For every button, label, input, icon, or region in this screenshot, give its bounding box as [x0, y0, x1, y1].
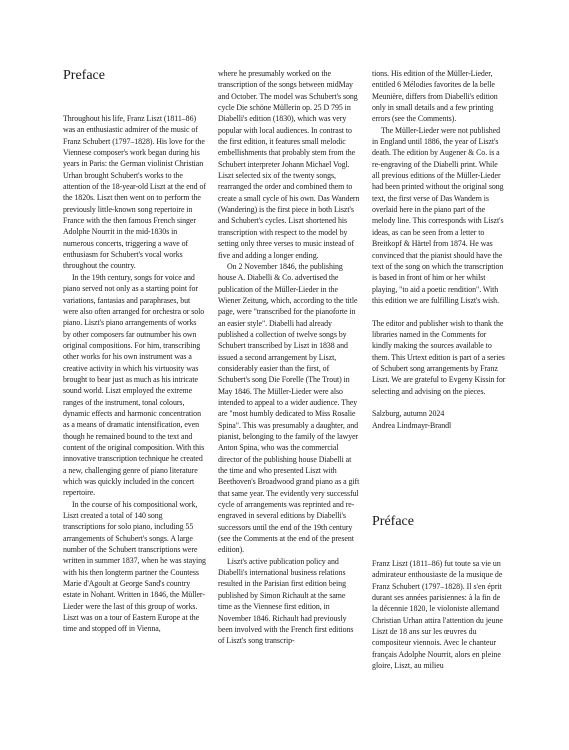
column-3 — [372, 68, 506, 431]
column-3-french — [372, 558, 506, 671]
preface-title-en: Preface — [63, 68, 105, 83]
paragraph: Liszt's active publication policy and Diabelli's international business relations resulted in the Parisian first edition being published by Simon Richault at the same time as the Viennese first edition, in November 1846. Richault had previously been involved with the French first editions of Liszt's song transcrip- — [218, 556, 354, 646]
preface-title-fr: Préface — [372, 514, 414, 529]
paragraph: tions. His edition of the Müller-Lieder, entitled 6 Mélodies favorites de la belle Meunière, differs from Diabelli's edition only in small details and a few printing errors (see the Comments). — [372, 69, 498, 124]
paragraph: The Müller-Lieder were not published in England until 1886, the year of Liszt's death. The edition by Augener & Co. is a re-engraving of the Diabelli print. While all previous editions of the Müller-Lieder had been printed without the original song text, the first verse of Das Wandern is overlaid here in the piano part of the melody line. This corresponds with Liszt's ideas, as can be seen from a letter to Breitkopf & Härtel from 1874. He was convinced that the pianist should have the text of the song on which the transcription is based in front of him or her whilst playing, "to aid a poetic rendition". With this edition we are fulfilling Liszt's wish. — [372, 125, 504, 305]
paragraph-fr: Franz Liszt (1811–86) fut toute sa vie un admirateur enthousiaste de la musique de Franz Schubert (1797–1828). Il s'en éprit durant ses années parisiennes: à la fin de la décennie 1820, le violoniste allemand Christian Urhan attira l'attention du jeune Liszt de 18 ans sur les œuvres du compositeur viennois. Avec le chanteur français Adolphe Nourrit, alors en pleine gloire, Liszt, au milieu — [372, 559, 503, 671]
acknowledgements: The editor and publisher wish to thank the libraries named in the Comments for kindly making the sources available to them. This Urtext edition is part of a series of Schubert song arrangements by Franz Liszt. We are grateful to Evgeny Kissin for selecting and advising on the pieces. — [372, 318, 506, 396]
author-name: Andrea Lindmayr-Brandl — [372, 420, 452, 430]
column-2 — [218, 68, 361, 647]
place-date: Salzburg, autumn 2024 — [372, 409, 445, 419]
paragraph: where he presumably worked on the transcription of the songs between midMay and October. The model was Schubert's song cycle Die schöne Müllerin op. 25 D 795 in Diabelli's edition (1830), which was very popular with local audiences. In contrast to the first edition, it features small melodic embellishments that probably stem from the Schubert interpreter Johann Michael Vogl. Liszt selected six of the twenty songs, rearranged the order and combined them to create a small cycle of his own. Das Wandern (Wandering) is the first piece in both Liszt's and Schubert's cycles. Liszt shortened his transcription with respect to the model by setting only three verses to music instead of five and adding a longer ending. — [218, 69, 360, 260]
paragraph: Throughout his life, Franz Liszt (1811–86) was an enthusiastic admirer of the music of Franz Schubert (1797–1828). His love for the Viennese composer's work began during his years in Paris: the German violinist Christian Urhan brought Schubert's works to the attention of the 18-year-old Liszt at the end of the 1820s. Liszt then went on to perform the previously little-known song repertoire in France with the then famous French singer Adolphe Nourrit in the mid-1830s in numerous concerts, triggering a wave of enthusiasm for Schubert's vocal works throughout the country. — [63, 114, 206, 271]
paragraph: On 2 November 1846, the publishing house A. Diabelli & Co. advertised the publication of the Müller-Lieder in the Wiener Zeitung, which, according to the title page, were "transcribed for the pianoforte in an easier style". Diabelli had already published a collection of twelve songs by Schubert transcribed by Liszt in 1838 and issued a second arrangement by Liszt, considerably easier than the first, of Schubert's song Die Forelle (The Trout) in May 1846. The Müller-Lieder were also intended to appeal to a wider audience. They are "most humbly dedicated to Miss Rosalie Spina". This was presumably a daughter, and pianist, belonging to the family of the lawyer Anton Spina, who was the commercial director of the publishing house Diabelli at the time and who presented Liszt with Beethoven's Broadwood grand piano as a gift that same year. The evidently very successful cycle of arrangements was reprinted and re-engraved in several editions by Diabelli's successors until the end of the 19th century (see the Comments at the end of the present edition). — [218, 261, 360, 555]
paragraph: In the course of his compositional work, Liszt created a total of 140 song transcriptions for solo piano, including 55 arrangements of Schubert's songs. A large number of the Schubert transcriptions were written in summer 1837, when he was staying with his then longterm partner the Countess Marie d'Agoult at George Sand's country estate in Nohant. Written in 1846, the Müller-Lieder were the last of this group of works. Liszt was on a tour of Eastern Europe at the time and stopped off in Vienna, — [63, 499, 206, 634]
column-1 — [63, 113, 206, 635]
paragraph: In the 19th century, songs for voice and piano served not only as a starting point for variations, fantasias and paraphrases, but were also often arranged for orchestra or solo piano. Liszt's piano arrangements of works by other composers far outnumber his own original compositions. For him, transcribing other works for his own instrument was a creative activity in which his virtuosity was brought to bear just as much as his intricate sound world. Liszt employed the extreme ranges of the instrument, tonal colours, dynamic effects and harmonic concentration as a means of dramatic intensification, even though he remained bound to the text and content of the original composition. With this innovative transcription technique he created a new, challenging genre of piano literature which was quickly included in the concert repertoire. — [63, 272, 205, 498]
